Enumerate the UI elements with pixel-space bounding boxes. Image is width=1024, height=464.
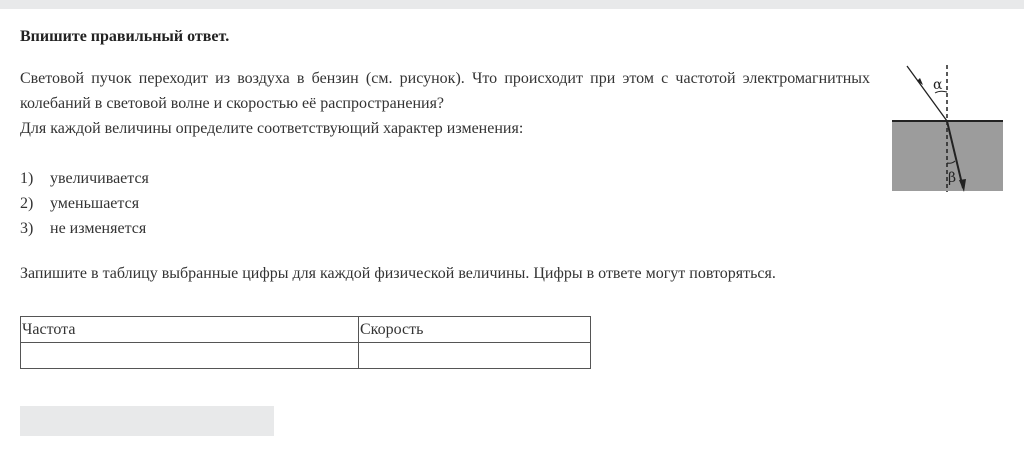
incident-ray bbox=[907, 66, 947, 121]
frequency-answer-input[interactable] bbox=[22, 344, 362, 368]
option-item bbox=[20, 166, 149, 191]
question-paragraph-1: Световой пучок переходит из воздуха в бензин (см. рисунок). Что происходит при этом с частотой электромагнитных колебаний в световой волне и скоростью её распространения? bbox=[20, 70, 870, 112]
speed-answer-input[interactable] bbox=[360, 344, 594, 368]
question-paragraph-2: Для каждой величины определите соответствующий характер изменения: bbox=[20, 120, 524, 137]
answer-cell-frequency[interactable] bbox=[21, 343, 359, 369]
option-text: увеличивается bbox=[50, 170, 149, 187]
option-item bbox=[20, 216, 149, 241]
option-text: уменьшается bbox=[50, 195, 140, 212]
refraction-figure bbox=[890, 60, 1006, 195]
submit-button[interactable] bbox=[20, 406, 274, 436]
header-frequency: Частота bbox=[21, 317, 359, 343]
options-list bbox=[20, 166, 149, 241]
question-text bbox=[20, 66, 870, 141]
option-number: 2) bbox=[20, 195, 34, 212]
answer-cell-speed[interactable] bbox=[359, 343, 591, 369]
beta-label: β bbox=[948, 170, 957, 186]
option-text: не изменяется bbox=[50, 220, 147, 237]
top-bar bbox=[0, 0, 1024, 9]
answer-note: Запишите в таблицу выбранные цифры для каждой физической величины. Цифры в ответе могут повторяться. bbox=[20, 265, 776, 282]
instruction-heading: Впишите правильный ответ. bbox=[20, 28, 230, 45]
option-number: 3) bbox=[20, 220, 34, 237]
option-item bbox=[20, 191, 149, 216]
alpha-label: α bbox=[933, 77, 943, 93]
answer-table bbox=[20, 316, 591, 369]
answer-table-header-row bbox=[21, 317, 591, 343]
header-speed: Скорость bbox=[359, 317, 591, 343]
option-number: 1) bbox=[20, 170, 34, 187]
answer-table-input-row bbox=[21, 343, 591, 369]
